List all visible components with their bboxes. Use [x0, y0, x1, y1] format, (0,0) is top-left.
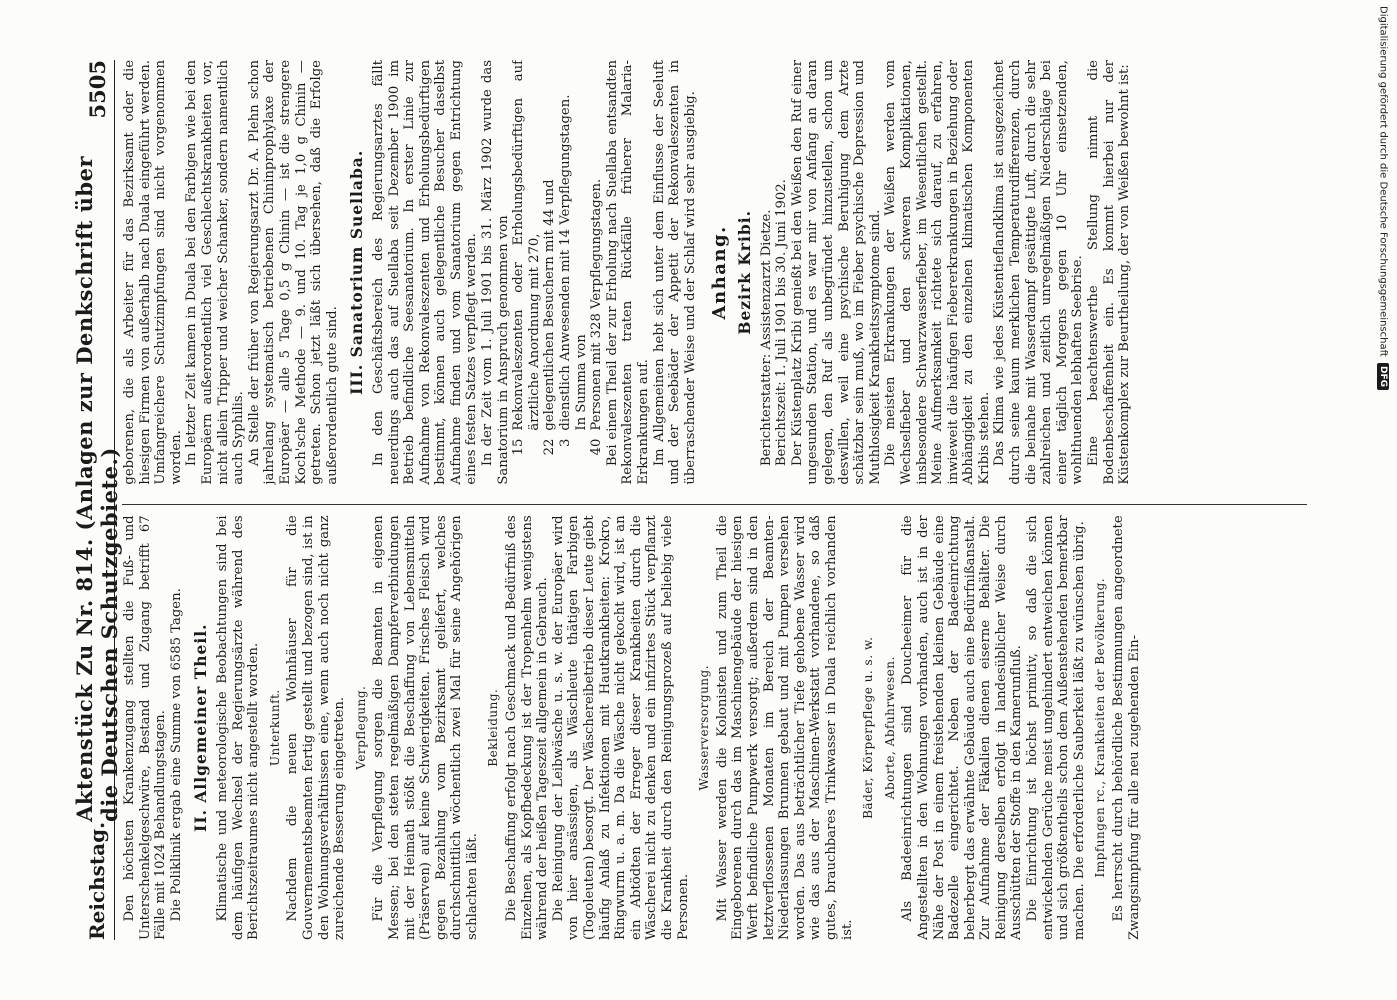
paragraph: Das Klima wie jedes Küstentieflandklima ist ausgezeichnet durch seine kaum merklichen Temperaturdifferenzen, durch die beinahe mit Wasserdampf gesättigte Luft, durch die sehr zahlreichen und zeitlich unregelmäßigen Niederschläge bei einer täglich Morgens gegen 10 Uhr einsetzenden, wohlthuenden lebhaften Seebrise. [992, 60, 1086, 485]
paragraph: Bei einem Theil der zur Erholung nach Suellaba entsandten Rekonvaleszenten traten Rückfälle früherer Malaria-Erkrankungen auf. [604, 60, 651, 485]
paragraph: Die Einrichtung ist höchst primitiv, so daß die sich entwickelnden Gerüche meist ungehindert entweichen können und sich größtentheils schon dem Außenstehenden bemerkbar machen. Die erforderliche Sauberkeit läßt zu wünschen übrig. [1025, 515, 1087, 940]
section-heading: III. Sanatorium Suellaba. [347, 149, 367, 395]
text-columns [122, 60, 1307, 940]
list-count: 15 [511, 438, 527, 456]
funding-text: Digitalisierung gefördert durch die Deutsche Forschungsgemeinschaft [1377, 6, 1389, 357]
left-column [122, 515, 1307, 940]
list-text: dienstlich Anwesenden mit 14 Verpflegungstagen. [558, 94, 574, 431]
paragraph: Die Beschaffung erfolgt nach Geschmack und Bedürfniß des Einzelnen, als Kopfbedeckung ist der Tropenhelm wenigstens während der heißen Tageszeit allgemein in Gebrauch. [504, 515, 551, 940]
list-count: 40 [589, 438, 605, 456]
right-column [122, 60, 1307, 485]
list-item [574, 60, 590, 463]
dfg-logo: DFG [1377, 363, 1389, 390]
section-heading: II. Allgemeiner Theil. [191, 623, 211, 832]
list-text: gelegentlichen Besuchern mit 44 und [542, 179, 558, 431]
statistics-list [511, 60, 605, 485]
paragraph: Eine beachtenswerthe Stellung nimmt die Bodenbeschaffenheit ein. Es kommt hierbei nur der Küstenkomplex zur Beurtheilung, der von Weißen bewohnt ist: [1086, 60, 1133, 485]
subheading: Aborte, Abfuhrwesen. [882, 656, 897, 800]
header-title: Aktenstück Zu Nr. 814. (Anlagen zur Denkschrift über die Deutschen Schutzgebiete.) [72, 155, 122, 822]
paragraph: In der Zeit vom 1. Juli 1901 bis 31. März 1902 wurde das Sanatorium in Anspruch genommen von [480, 60, 511, 485]
paragraph: geborenen, die als Arbeiter für das Bezirksamt oder die hiesigen Firmen von außerhalb nach Duala eingeführt werden. Umfangreichere Schutzimpfungen sind nicht vorgenommen worden. [122, 60, 184, 485]
paragraph: Nachdem die neuen Wohnhäuser für die Gouvernementsbeamten fertig gestellt und bezogen sind, ist in den Wohnungsverhältnissen eine, wenn auch noch nicht ganz zureichende Besserung eingetreten. [285, 515, 348, 940]
list-text: Rekonvaleszenten oder Erholungsbedürftigen auf ärztliche Anordnung mit 270, [511, 60, 542, 431]
subheading: Unterkunft. [267, 689, 282, 767]
column-divider [122, 485, 1307, 506]
header-left: Reichstag. [85, 821, 109, 940]
appendix-heading: Anhang. [709, 225, 731, 320]
paragraph: Der Küstenplatz Kribi genießt bei den Weißen den Ruf einer ungesunden Station, und es war mir von Anfang an daran gelegen, den Ruf als unbegründet hinzustellen, schon um deswillen, weil eine psychische Beruhigung dem Arzte schätzbar sein muß, wo im Fieber psychische Depression und Muthlosigkeit Krankheitssymptome sind. [789, 60, 883, 485]
list-item [589, 60, 605, 463]
paragraph: Die meisten Erkrankungen der Weißen werden vom Wechselfieber und den schweren Komplikationen, insbesondere Schwarzwasserfieber, im Wesentlichen gestellt. Meine Aufmerksamkeit richtete sich darauf, zu erfahren, inwieweit die häufigen Fiebererkrankungen in Beziehung oder Abhängigkeit zu den einzelnen klimatischen Komponenten Kribis stehen. [883, 60, 992, 485]
subheading: Impfungen rc., Krankheiten der Bevölkerung. [1093, 577, 1108, 878]
paragraph: Es herrscht durch behördliche Bestimmungen angeordnete Zwangsimpfung für alle neu zugehenden Ein- [1111, 515, 1142, 940]
list-count: 3 [558, 438, 574, 448]
paragraph: Die Poliklinik ergab eine Summe von 6585 Tagen. [168, 588, 184, 922]
paragraph: In letzter Zeit kamen in Duala bei den Farbigen wie bei den Europäern außerordentlich viel Geschlechtskrankheiten vor, nicht allein Tripper und weicher Schanker, sondern namentlich auch Syphilis. [184, 60, 247, 485]
digitization-note [1375, 6, 1391, 996]
subheading: Wasserversorgung. [697, 664, 712, 791]
subheading: Verpflegung. [353, 685, 368, 770]
paragraph: In den Geschäftsbereich des Regierungsarztes fällt neuerdings auch das auf Suellaba seit Dezember 1900 im Betrieb befindliche Seesanatorium. In erster Linie zur Aufnahme von Rekonvaleszenten und Erholungsbedürftigen bestimmt, können auch gelegentliche Besucher daselbst Aufnahme finden und vom Sanatorium gegen Entrichtung eines festen Satzes verpflegt werden. [370, 60, 480, 485]
paragraph: Für die Verpflegung sorgen die Beamten in eigenen Messen; bei den steten regelmäßigen Dampferverbindungen mit der Heimath stößt die Beschaffung von Lebensmitteln (Präserven) auf keine Schwierigkeiten. Frisches Fleisch wird gegen Bezahlung vom Bezirksamt geliefert, welches durchschnittlich wöchentlich zwei Mal für seine Angehörigen schlachten läßt. [371, 515, 480, 940]
page-header [72, 60, 122, 940]
list-item [542, 60, 558, 463]
list-item [558, 60, 574, 463]
subheading: Bekleidung. [486, 688, 501, 767]
list-count: 22 [542, 438, 558, 456]
paragraph: An Stelle der früher von Regierungsarzt Dr. A. Plehn schon jahrelang systematisch betriebenen Chininprophylaxe der Europäer — alle 5 Tage 0,5 g Chinin — ist die strengere Koch'sche Methode — 9. und 10. Tag je 1,0 g Chinin — getreten. Schon jetzt läßt sich übersehen, daß die Erfolge außerordentlich gute sind. [246, 60, 340, 485]
subheading: Bäder, Körperpflege u. s. w. [861, 636, 876, 819]
paragraph: Als Badeeinrichtungen sind Doucheeimer für die Angestellten in den Wohnungen vorhanden, auch ist in der Nähe der Post in einem freistehenden kleinen Gebäude eine Badezelle eingerichtet. Neben der Badeeinrichtung beherbergt das erwähnte Gebäude auch eine Bedürfnißanstalt. Zur Aufnahme der Fäkalien dienen eiserne Behälter. Die Reinigung derselben erfolgt in landesüblicher Weise durch Ausschütten der Stoffe in den Kamerunfluß. [900, 515, 1025, 940]
page-number: 5505 [84, 60, 110, 119]
reporter-line: Berichterstatter: Assistenzarzt Dietze. [758, 209, 774, 467]
paragraph: Klimatische und meteorologische Beobachtungen sind bei dem häufigen Wechsel der Regierungsärzte während des Berichtszeitraumes nicht angestellt worden. [214, 515, 262, 940]
document-page [72, 60, 1310, 940]
list-text: In Summa von [573, 334, 589, 431]
paragraph: Im Allgemeinen hebt sich unter dem Einflusse der Seeluft und der Seebäder der Appetit der Rekonvaleszenten in überraschender Weise und der Schlaf wird sehr ausgiebig. [651, 60, 698, 485]
paragraph: Die Reinigung der Leibwäsche u. s. w. der Europäer wird von hier ansässigen, als Wäschleute thätigen Farbigen (Togoleuten) besorgt. Der Wäschereibetrieb dieser Leute giebt häufig Anlaß zu Infektionen mit Hautkrankheiten: Krokro, Ringwurm u. a. m. Da die Wäsche nicht gekocht wird, ist an ein Abtödten der Erreger dieser Krankheiten durch die Wäscherei nicht zu denken und ein infizirtes Stück verpflanzt die Krankheit durch den Reinigungsprozeß auf beliebig viele Personen. [550, 515, 691, 940]
list-text: Personen mit 328 Verpflegungstagen. [589, 178, 605, 431]
paragraph: Den höchsten Krankenzugang stellten die Fuß- und Unterschenkelgeschwüre, Bestand und Zugang betrifft 67 Fälle mit 1024 Behandlungstagen. [122, 515, 169, 940]
report-period: Berichtszeit: 1. Juli 1901 bis 30. Juni 1902. [774, 179, 790, 467]
district-heading: Bezirk Kribi. [734, 210, 754, 335]
paragraph: Mit Wasser werden die Kolonisten und zum Theil die Eingeborenen durch das im Maschinengebäude der hiesigen Werft befindliche Pumpwerk versorgt; außerdem sind in den letztverflossenen Monaten im Bereich der Beamten-Niederlassungen Brunnen gebaut und mit Pumpen versehen worden. Das aus beträchtlicher Tiefe gehobene Wasser wird wie das aus der Maschinen-Werkstatt vorhandene, so daß gutes, brauchbares Trinkwasser in Duala reichlich vorhanden ist. [714, 515, 855, 940]
list-item [511, 60, 542, 463]
